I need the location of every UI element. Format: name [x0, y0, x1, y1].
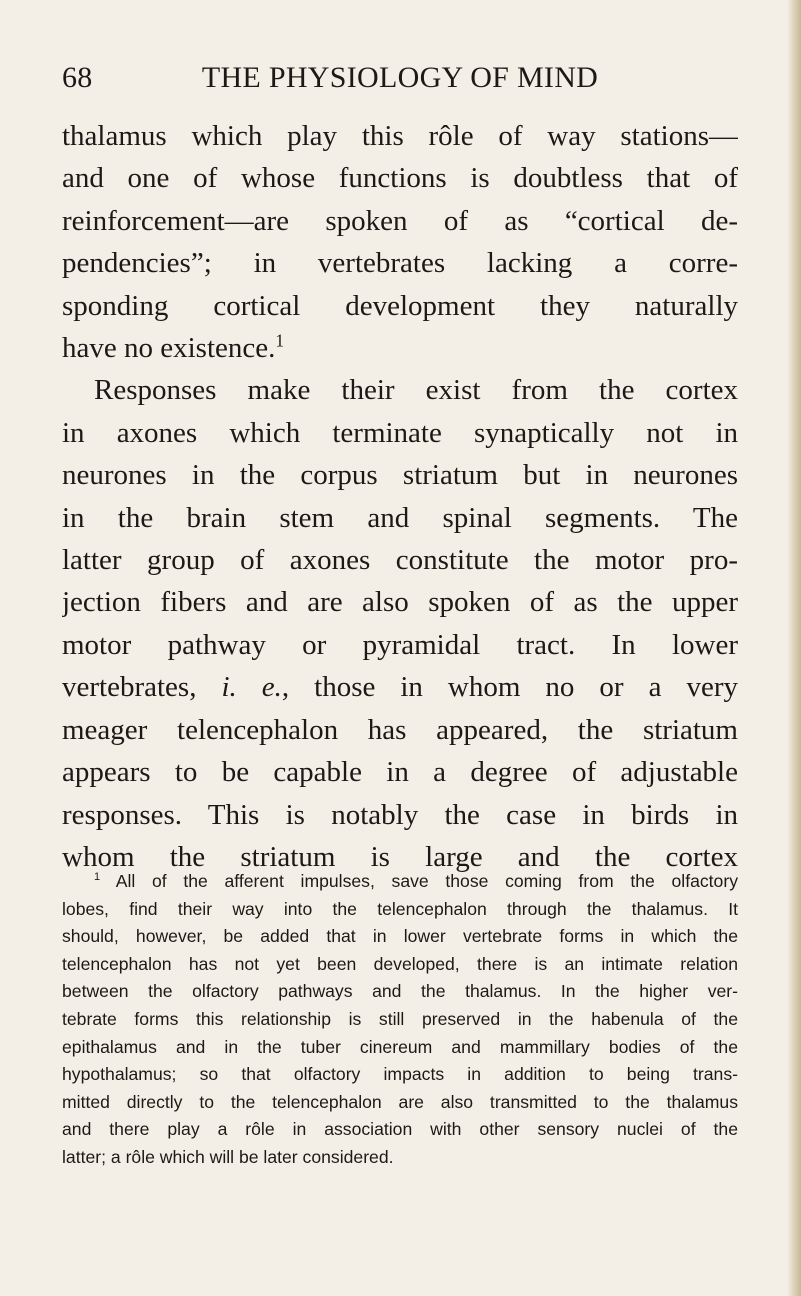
text-line: whom the striatum is large and the cortex [62, 840, 738, 873]
footnote-marker: 1 [94, 871, 101, 884]
body-text [62, 115, 738, 878]
running-head [62, 58, 738, 98]
text-line: in the brain stem and spinal segments. The [62, 501, 738, 534]
text-line: pendencies”; in vertebrates lacking a corre- [62, 247, 738, 280]
text-line: motor pathway or pyramidal tract. In lower [62, 628, 738, 661]
text-line: and one of whose functions is doubtless that of [62, 162, 738, 195]
text-line: Responses make their exist from the cortex [94, 374, 738, 407]
text-line: latter group of axones constitute the motor pro- [62, 544, 738, 577]
text-line: sponding cortical development they naturally [62, 289, 738, 322]
italic-abbreviation: i. e. [221, 671, 282, 704]
text-line: appears to be capable in a degree of adjustable [62, 756, 738, 789]
page-edge-shadow [787, 0, 801, 1296]
text-fragment: All of the afferent impulses, save those coming from the olfactory [100, 871, 738, 891]
footnote-line: hypothalamus; so that olfactory impacts in addition to being trans- [62, 1064, 738, 1085]
footnote-reference[interactable]: 1 [275, 330, 285, 351]
footnote-line: tebrate forms this relationship is still preserved in the habenula of the [62, 1008, 738, 1029]
footnote-line: epithalamus and in the tuber cinereum and mammillary bodies of the [62, 1036, 738, 1057]
text-line: thalamus which play this rôle of way stations— [62, 120, 738, 152]
footnote-line: latter; a rôle which will be later considered. [62, 1146, 394, 1167]
text-line: in axones which terminate synaptically not in [62, 416, 738, 449]
text-line: responses. This is notably the case in birds in [62, 798, 738, 831]
text-fragment: , those in whom no or a very [281, 671, 738, 704]
page-number: 68 [62, 61, 93, 94]
footnote [62, 868, 738, 1172]
text-fragment: have no existence. [62, 332, 276, 365]
text-fragment: vertebrates, [62, 671, 222, 704]
footnote-line: between the olfactory pathways and the thalamus. In the higher ver- [62, 981, 738, 1002]
footnote-line: lobes, find their way into the telencephalon through the thalamus. It [62, 898, 738, 919]
footnote-line: and there play a rôle in association with other sensory nuclei of the [62, 1119, 738, 1140]
footnote-line: telencephalon has not yet been developed, there is an intimate relation [62, 953, 738, 974]
running-title: THE PHYSIOLOGY OF MIND [201, 61, 599, 94]
text-line: meager telencephalon has appeared, the striatum [62, 713, 738, 746]
text-line: reinforcement—are spoken of as “cortical de- [62, 204, 738, 237]
text-line [62, 666, 738, 708]
footnote-line: should, however, be added that in lower vertebrate forms in which the [62, 926, 738, 947]
footnote-line: mitted directly to the telencephalon are also transmitted to the thalamus [62, 1091, 738, 1112]
text-line [62, 327, 738, 369]
text-line: neurones in the corpus striatum but in neurones [62, 459, 738, 492]
text-line: jection fibers and are also spoken of as the upper [62, 586, 738, 619]
footnote-line [62, 868, 738, 896]
